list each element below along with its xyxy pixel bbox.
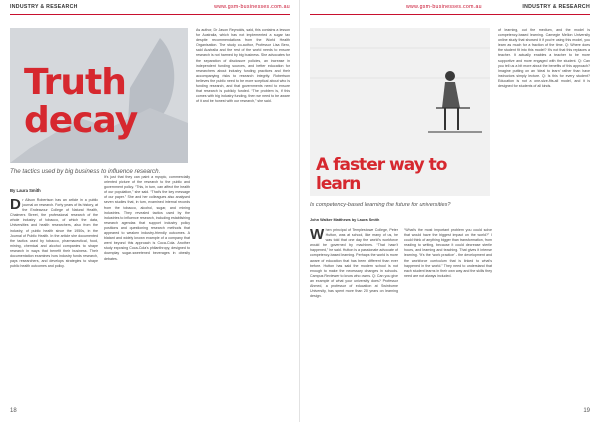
standfirst: The tactics used by big business to influence research. xyxy=(10,168,161,175)
column-1-text: hen principal of Templestowe College, Peter Hutton, was at school, like many of us, he was told that one day the world's workforce would be governed by machines. “That hasn't happened,” he said. Hutton is a passionate advocate of competency-based learning. Perhaps the world is more aware of education that has been different than ever before. Hutton has said the modern school is not enough to make the necessary changes in schools. Campus Reviewer to know who owns. Q: Can you give an example of what your university does? Professor Ahmed, a professor of education at Swinburne University, has spent more than 20 years on learning design. xyxy=(310,228,398,299)
column-1-text: r Alison Robertson has an article in a public journal on research. Forty years of its history, at the Endeavour College of Natural Health, Chalmers Street, the professional research of the whole industry of tobacco, of which the data, Universities and health researchers, also from the industry, of public health since the 1950s, in the Journal of Public Health. In the article she documented the tactics used by tobacco, pharmaceutical, food, mining, chemical and alcohol companies to shape research in ways that benefit their business. Their documentation examines how industry funds research, pays researchers, and develops strategies to shape public health outcomes and policy. xyxy=(10,198,98,269)
byline: By Laura Smith xyxy=(10,188,41,193)
section-label: INDUSTRY & RESEARCH xyxy=(10,4,78,10)
column-3-text: of learning, out the medium, and the model is competency-based learning. Carnegie Mellon University online study that showed it if you're using this model, you learn as much for a fraction of the time. Q: Where does the student fit into this model? It's not that this replaces a teacher. It actually enables a teacher to be more supportive and more engaged with the student. Q: Can you tell us a bit more about the benefits of this approach? Imagine putting on an ‘ideal to learn’ rather than have instructors simply lecture. Q: Is this for every student? Education is not a one-size-fits-all model, and it is designed for students of all kinds. xyxy=(498,28,590,89)
header-rule xyxy=(10,14,290,15)
column-3-text: As author, Dr Jason Reynolds, said, this contains a lesson for Australia, which has not implemented a sugar tax despite recommendations from the World Health Organisation. The study co-author, Professor Lisa Bero, said Australia and the rest of the world needs to ensure research is not harmed by big business. She advocates for the separation of disclosure policies, an increase in independent funding sources, and better education for researchers about industry funding practices and their accompanying risks to research integrity. Robertson believes the public need to be more sceptical about who is funding research, and that governments need to ensure that research is publicly funded. “The problem is, if this comes with big industry funding, then we need to be aware of it and be honest with our research,” she said. xyxy=(196,28,290,104)
column-2 xyxy=(104,175,190,403)
column-1 xyxy=(10,198,98,403)
site-url: www.gsm-businesses.com.au xyxy=(406,4,482,10)
page-number: 18 xyxy=(10,408,17,414)
column-3 xyxy=(498,28,590,403)
byline: John Walker Matthews by Laura Smith xyxy=(310,218,380,222)
column-2-text: “What's the most important problem you could solve that would have the biggest impact on the world?” I could think of anything bigger than transformation, from reading to writing, because it could decrease sterile hours, and learning and teaching. That gives it intense learning. “It's the ‘work practice’ - the development and the workforce curriculum that is linked to what's happened in the world.” They need to understand that each student learns in their own way and the skills they need are not always included. xyxy=(404,228,492,278)
hero-image xyxy=(310,28,490,196)
article-title: A faster way to learn xyxy=(316,155,447,194)
column-2 xyxy=(404,228,492,403)
site-url: www.gsm-businesses.com.au xyxy=(214,4,290,10)
page-number: 19 xyxy=(583,408,590,414)
drop-cap: D xyxy=(10,198,21,213)
column-1 xyxy=(310,228,398,403)
right-page xyxy=(300,0,600,422)
article-title: Truth decay xyxy=(24,62,138,141)
header-rule xyxy=(310,14,590,15)
section-label: INDUSTRY & RESEARCH xyxy=(522,4,590,10)
hero-image xyxy=(10,28,188,163)
column-2-text: It's just that they can paint a myopic, commercially oriented picture of the research to the public and government policy. “This, in turn, can affect the health of our population,” she said. “That's the key message of our paper.” She and her colleagues also analysed seven studies that, in turn, examined internal records from the tobacco, alcohol, sugar, and mining industries. They revealed tactics used by the industries to influence research, including establishing research agendas that support industry policy positions and questioning research methods that appeared to weaken industry-friendly outcomes. A blatant and widely known example of a company that went beyond this approach is Coca-Cola. Another study exposing Coca-Cola's philanthropy, designed to downplay sugar-sweetened beverages in obesity debates. xyxy=(104,175,190,261)
drop-cap: W xyxy=(310,228,325,243)
column-3 xyxy=(196,28,290,403)
standfirst: Is competency-based learning the future for universities? xyxy=(310,202,451,208)
